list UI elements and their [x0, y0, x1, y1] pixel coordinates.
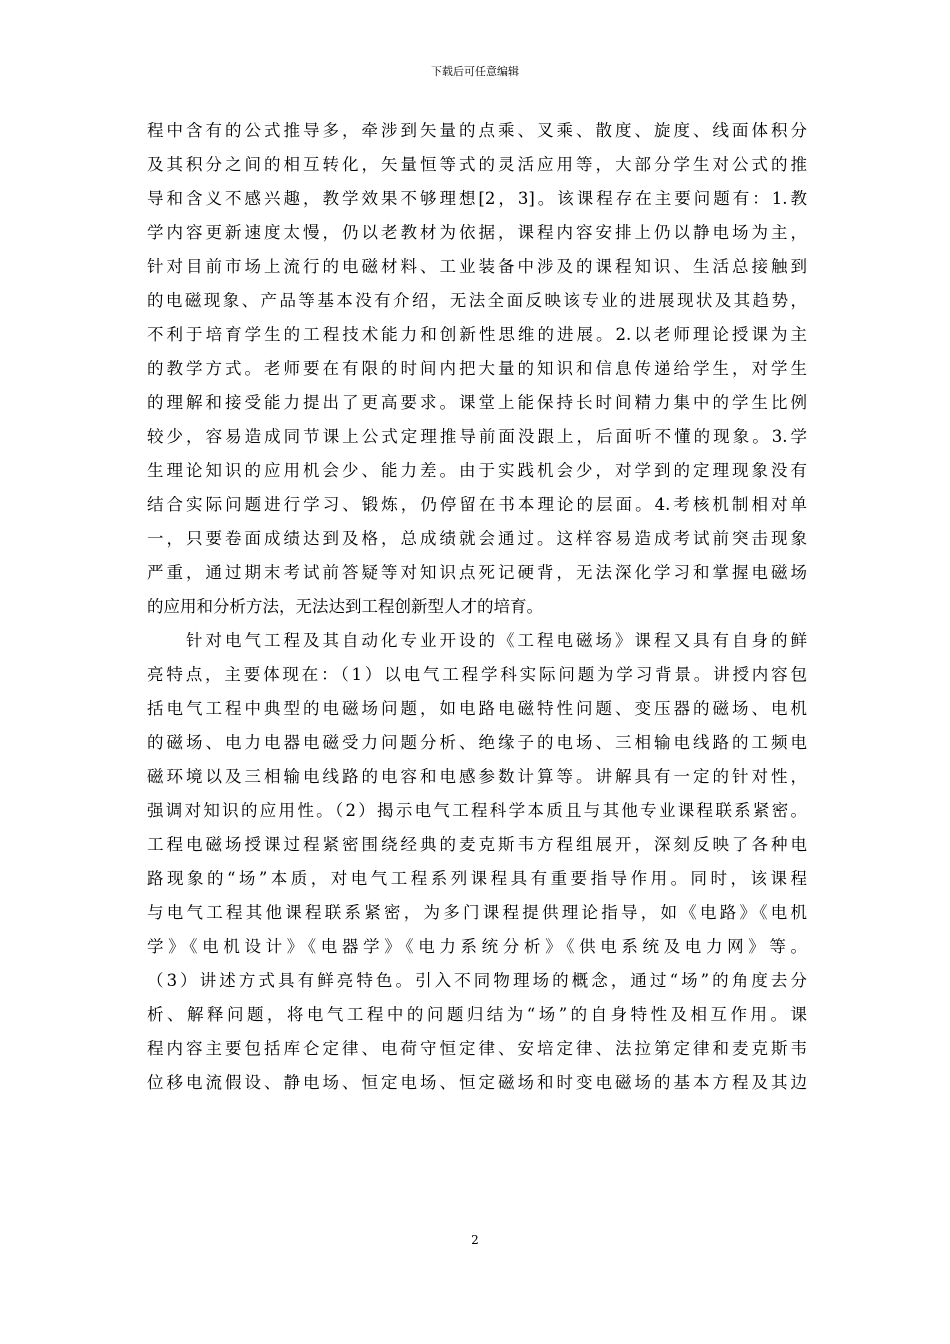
text-line: 位移电流假设、静电场、恒定电场、恒定磁场和时变电磁场的基本方程及其边 [147, 1073, 807, 1092]
text-line: 括电气工程中典型的电磁场问题，如电路电磁特性问题、变压器的磁场、电机 [147, 699, 807, 718]
text-line: 路现象的“场”本质，对电气工程系列课程具有重要指导作用。同时，该课程 [147, 869, 807, 888]
text-line: 强调对知识的应用性。（2）揭示电气工程科学本质且与其他专业课程联系紧密。 [147, 801, 807, 820]
text-line: 的磁场、电力电器电磁受力问题分析、绝缘子的电场、三相输电线路的工频电 [147, 733, 807, 752]
body-text [147, 114, 807, 1100]
page-header: 下载后可任意编辑 [431, 65, 519, 78]
text-line: 导和含义不感兴趣，教学效果不够理想[2，3]。该课程存在主要问题有：1.教 [147, 189, 807, 208]
text-line: 不利于培育学生的工程技术能力和创新性思维的进展。2.以老师理论授课为主 [147, 325, 807, 344]
text-line: 及其积分之间的相互转化，矢量恒等式的灵活应用等，大部分学生对公式的推 [147, 155, 807, 174]
text-line: 程中含有的公式推导多，牵涉到矢量的点乘、叉乘、散度、旋度、线面体积分 [147, 121, 807, 140]
text-line: 的应用和分析方法，无法达到工程创新型人才的培育。 [147, 597, 543, 616]
page-number: 2 [471, 1233, 479, 1247]
text-line: 较少，容易造成同节课上公式定理推导前面没跟上，后面听不懂的现象。3.学 [147, 427, 807, 446]
text-line: 学》《电机设计》《电器学》《电力系统分析》《供电系统及电力网》等。 [147, 937, 807, 956]
text-line: 一，只要卷面成绩达到及格，总成绩就会通过。这样容易造成考试前突击现象 [147, 529, 807, 548]
text-line: 亮特点，主要体现在：（1）以电气工程学科实际问题为学习背景。讲授内容包 [147, 665, 807, 684]
text-line: 的理解和接受能力提出了更高要求。课堂上能保持长时间精力集中的学生比例 [147, 393, 807, 412]
text-line: 针对电气工程及其自动化专业开设的《工程电磁场》课程又具有自身的鲜 [147, 631, 807, 650]
text-line: 磁环境以及三相输电线路的电容和电感参数计算等。讲解具有一定的针对性， [147, 767, 807, 786]
text-line: 析、解释问题，将电气工程中的问题归结为“场”的自身特性及相互作用。课 [147, 1005, 807, 1024]
text-line: 与电气工程其他课程联系紧密，为多门课程提供理论指导，如《电路》《电机 [147, 903, 807, 922]
text-line: 严重，通过期末考试前答疑等对知识点死记硬背，无法深化学习和掌握电磁场 [147, 563, 807, 582]
text-line: 工程电磁场授课过程紧密围绕经典的麦克斯韦方程组展开，深刻反映了各种电 [147, 835, 807, 854]
text-line: 的电磁现象、产品等基本没有介绍，无法全面反映该专业的进展现状及其趋势， [147, 291, 807, 310]
text-line: 程内容主要包括库仑定律、电荷守恒定律、安培定律、法拉第定律和麦克斯韦 [147, 1039, 807, 1058]
text-line: 学内容更新速度太慢，仍以老教材为依据，课程内容安排上仍以静电场为主， [147, 223, 807, 242]
text-line: （3）讲述方式具有鲜亮特色。引入不同物理场的概念，通过“场”的角度去分 [147, 971, 807, 990]
text-line: 生理论知识的应用机会少、能力差。由于实践机会少，对学到的定理现象没有 [147, 461, 807, 480]
text-line: 针对目前市场上流行的电磁材料、工业装备中涉及的课程知识、生活总接触到 [147, 257, 807, 276]
text-line: 结合实际问题进行学习、锻炼，仍停留在书本理论的层面。4.考核机制相对单 [147, 495, 807, 514]
text-line: 的教学方式。老师要在有限的时间内把大量的知识和信息传递给学生，对学生 [147, 359, 807, 378]
